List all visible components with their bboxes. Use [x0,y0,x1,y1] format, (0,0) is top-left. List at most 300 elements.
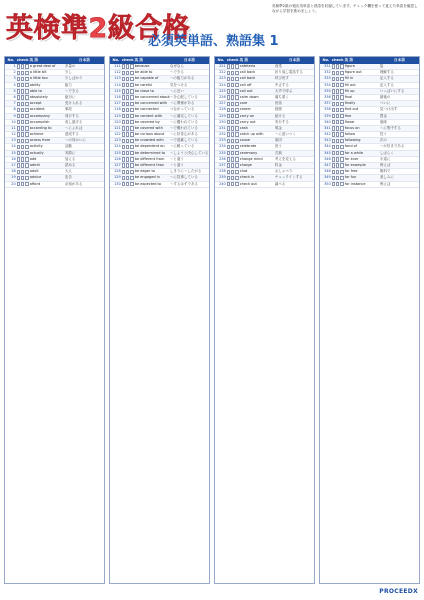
checkbox[interactable] [336,114,339,118]
japanese-meaning: 罰金 [379,113,387,118]
page-title: 英検準2級合格 [6,13,191,44]
english-term: be eager to [134,169,155,174]
checkbox[interactable] [336,182,339,186]
header-japanese: 日本語 [79,58,90,62]
checkbox[interactable] [332,89,335,93]
check-boxes [227,120,239,125]
checkbox[interactable] [21,170,24,174]
checkbox[interactable] [336,102,339,106]
vocab-row [5,182,104,188]
entry-number: 7 [13,101,16,106]
checkbox[interactable] [122,157,125,161]
japanese-meaning: 絶対に [64,94,76,99]
checkbox[interactable] [122,120,125,124]
vocab-row [215,182,314,188]
english-term: following [344,138,361,143]
checkbox[interactable] [227,126,230,130]
checkbox[interactable] [231,77,234,81]
entry-number: 130 [114,181,121,186]
checkbox[interactable] [336,145,339,149]
checkbox[interactable] [122,182,125,186]
checkbox[interactable] [122,108,125,112]
checkbox[interactable] [126,176,129,180]
english-term: be expected to [134,181,162,186]
checkbox[interactable] [17,139,20,143]
japanese-meaning: 姿 [379,64,384,68]
checkbox[interactable] [231,71,234,75]
check-boxes [17,144,29,149]
checkbox[interactable] [336,83,339,87]
japanese-meaning: 〜の向かいに [64,138,86,143]
entry-number: 347 [324,163,331,167]
english-term: be engaged in [134,175,160,180]
checkbox[interactable] [332,126,335,130]
checkbox[interactable] [122,83,125,87]
checkbox[interactable] [336,95,339,99]
entry-number: 11 [11,125,16,130]
checkbox[interactable] [227,89,230,93]
checkbox[interactable] [336,89,339,93]
checkbox[interactable] [336,151,339,155]
japanese-meaning: 記入する [379,76,394,81]
entry-number: 334 [324,82,331,87]
checkbox[interactable] [231,108,234,112]
checkbox[interactable] [126,163,129,167]
checkbox[interactable] [21,120,24,124]
checkbox[interactable] [227,170,230,174]
japanese-meaning: 〜と違う [169,156,184,161]
column-header [215,57,314,64]
japanese-meaning: 〜を心配している [169,94,198,99]
checkbox[interactable] [126,108,129,112]
checkbox[interactable] [17,89,20,93]
japanese-meaning: 事故 [64,107,72,112]
checkbox[interactable] [122,170,125,174]
checkbox[interactable] [231,151,234,155]
checkbox[interactable] [17,176,20,180]
entry-number: 338 [324,107,331,112]
check-boxes [122,107,134,112]
checkbox[interactable] [21,157,24,161]
checkbox[interactable] [21,126,24,130]
check-boxes [17,83,29,88]
entry-number: 128 [114,169,121,174]
english-term: be curious about [134,132,165,137]
checkbox[interactable] [17,95,20,99]
check-boxes [227,151,239,156]
checkbox[interactable] [336,163,339,167]
checkbox[interactable] [122,132,125,136]
check-boxes [332,70,344,75]
checkbox[interactable] [17,71,20,75]
checkbox[interactable] [126,89,129,93]
checkbox[interactable] [231,64,234,68]
checkbox[interactable] [336,64,339,68]
check-boxes [17,132,29,137]
checkbox[interactable] [227,95,230,99]
checkbox[interactable] [332,145,335,149]
checkbox[interactable] [227,120,230,124]
english-term: be connected [134,107,159,112]
header-japanese: 日本語 [394,58,405,62]
checkbox[interactable] [227,163,230,167]
checkbox[interactable] [336,132,339,136]
checkbox[interactable] [17,126,20,130]
english-term: for a while [344,150,364,155]
check-boxes [332,163,344,168]
entry-number: 229 [219,113,226,118]
checkbox[interactable] [231,89,234,93]
checkbox[interactable] [336,176,339,180]
vocab-column-3 [214,56,315,584]
checkbox[interactable] [126,64,129,68]
checkbox[interactable] [17,102,20,106]
checkbox[interactable] [227,108,230,112]
check-boxes [332,89,344,94]
checkbox[interactable] [21,163,24,167]
page-subtitle: 必須英単語、熟語集 1 [148,34,279,49]
entry-number: 129 [114,175,121,180]
english-term: for example [344,163,366,167]
entry-number: 333 [324,76,331,81]
checkbox[interactable] [122,139,125,143]
checkbox[interactable] [126,120,129,124]
checkbox[interactable] [332,139,335,143]
checkbox[interactable] [231,120,234,124]
checkbox[interactable] [21,89,24,93]
checkbox[interactable] [231,102,234,106]
checkbox[interactable] [17,83,20,87]
checkbox[interactable] [122,89,125,93]
checkbox[interactable] [122,151,125,155]
checkbox[interactable] [17,114,20,118]
checkbox[interactable] [17,157,20,161]
checkbox[interactable] [21,145,24,149]
checkbox[interactable] [336,126,339,130]
checkbox[interactable] [21,102,24,106]
check-boxes [227,182,239,187]
checkbox[interactable] [227,151,230,155]
checkbox[interactable] [17,77,20,81]
checkbox[interactable] [231,182,234,186]
entry-number: 343 [324,138,331,143]
check-boxes [332,157,344,162]
checkbox[interactable] [126,139,129,143]
checkbox[interactable] [231,145,234,149]
checkbox[interactable] [122,95,125,99]
checkbox[interactable] [126,114,129,118]
checkbox[interactable] [122,102,125,106]
checkbox[interactable] [122,114,125,118]
check-boxes [332,132,344,137]
checkbox[interactable] [332,64,335,68]
japanese-meaning: 〜に頼っている [169,144,195,149]
checkbox[interactable] [332,77,335,81]
entry-number: 340 [324,119,331,124]
entry-number: 111 [114,64,121,68]
checkbox[interactable] [21,176,24,180]
checkbox[interactable] [126,83,129,87]
checkbox[interactable] [17,163,20,167]
english-term: ability [29,82,41,87]
japanese-meaning: 中止する [274,82,289,87]
vocabulary-columns [4,56,420,586]
japanese-meaning: 活動 [64,144,72,149]
checkbox[interactable] [332,71,335,75]
check-boxes [227,114,239,119]
japanese-meaning: 〜できる [169,70,184,75]
japanese-meaning: 落ち着く [274,94,289,99]
english-term: change mind [239,156,263,161]
checkbox[interactable] [126,182,129,186]
checkbox[interactable] [126,170,129,174]
checkbox[interactable] [231,114,234,118]
checkbox[interactable] [336,120,339,124]
checkbox[interactable] [231,170,234,174]
checkbox[interactable] [17,151,20,155]
check-boxes [122,182,134,187]
checkbox[interactable] [21,139,24,143]
checkbox[interactable] [17,108,20,112]
checkbox[interactable] [227,157,230,161]
english-term: be able to [134,70,153,75]
checkbox[interactable] [122,126,125,130]
checkbox[interactable] [332,83,335,87]
vocab-column-4 [319,56,420,584]
header-check: check [16,58,29,62]
checkbox[interactable] [332,157,335,161]
entry-number: 348 [324,169,331,174]
checkbox[interactable] [122,77,125,81]
check-boxes [122,70,134,75]
entry-number: 227 [219,101,226,106]
checkbox[interactable] [21,95,24,99]
entry-number: 226 [219,94,226,99]
checkbox[interactable] [126,126,129,130]
checkbox[interactable] [231,157,234,161]
entry-number: 15 [11,150,16,155]
checkbox[interactable] [126,151,129,155]
checkbox[interactable] [17,170,20,174]
checkbox[interactable] [231,132,234,136]
english-term: fine [344,113,352,118]
checkbox[interactable] [21,151,24,155]
page-footer [0,588,424,600]
japanese-meaning: 能力 [64,82,72,87]
checkbox[interactable] [126,77,129,81]
checkbox[interactable] [231,126,234,130]
checkbox[interactable] [17,145,20,149]
checkbox[interactable] [231,163,234,167]
checkbox[interactable] [17,120,20,124]
header-english: 英 語 [239,58,248,62]
checkbox[interactable] [126,95,129,99]
check-boxes [122,114,134,119]
checkbox[interactable] [227,176,230,180]
entry-number: 238 [219,169,226,174]
check-boxes [122,138,134,143]
japanese-meaning: 世話 [274,101,282,106]
english-term: call off [239,82,252,87]
english-term: advice [29,175,42,180]
entry-number: 239 [219,175,226,180]
checkbox[interactable] [231,83,234,87]
entry-number: 234 [219,144,226,149]
check-boxes [122,89,134,94]
english-term: ceremony [239,150,258,155]
checkbox[interactable] [227,182,230,186]
checkbox[interactable] [332,132,335,136]
checkbox[interactable] [332,182,335,186]
checkbox[interactable] [126,145,129,149]
checkbox[interactable] [332,163,335,167]
checkbox[interactable] [227,77,230,81]
checkbox[interactable] [227,114,230,118]
entry-number: 14 [11,144,16,149]
checkbox[interactable] [332,108,335,112]
entry-number: 225 [219,88,226,93]
checkbox[interactable] [126,102,129,106]
checkbox[interactable] [21,108,24,112]
japanese-meaning: しばらく [379,150,394,155]
check-boxes [17,120,29,125]
english-term: call out [239,88,253,93]
checkbox[interactable] [122,176,125,180]
english-term: activity [29,144,43,149]
column-header [110,57,209,64]
check-boxes [227,83,239,88]
checkbox[interactable] [332,176,335,180]
english-term: accomplish [29,119,50,124]
checkbox[interactable] [336,139,339,143]
checkbox[interactable] [227,139,230,143]
japanese-meaning: 実行する [274,119,289,124]
check-boxes [227,101,239,106]
japanese-meaning: 加える [64,156,76,161]
english-term: admit [29,163,40,167]
checkbox[interactable] [231,176,234,180]
japanese-meaning: 無料で [379,169,391,174]
checkbox[interactable] [332,151,335,155]
english-term: actually [29,150,44,155]
checkbox[interactable] [336,157,339,161]
japanese-meaning: 達成する [64,132,79,137]
checkbox[interactable] [21,71,24,75]
entry-number: 112 [114,70,121,75]
checkbox[interactable] [21,132,24,136]
japanese-meaning: 食堂 [274,64,282,68]
checkbox[interactable] [336,77,339,81]
check-boxes [122,151,134,156]
check-boxes [122,144,134,149]
english-term: add [29,156,37,161]
checkbox[interactable] [122,163,125,167]
checkbox[interactable] [227,102,230,106]
checkbox[interactable] [122,64,125,68]
japanese-meaning: 折り返し電話する [274,70,303,75]
entry-number: 240 [219,181,226,186]
vocab-row [110,182,209,188]
entry-number: 9 [13,113,16,118]
english-term: accident [29,107,45,112]
english-term: be covered by [134,119,160,124]
checkbox[interactable] [126,157,129,161]
japanese-meaning: 〜と違う [169,163,184,167]
entry-number: 114 [114,82,121,87]
english-term: figure out [344,70,362,75]
entry-number: 122 [114,132,121,137]
japanese-meaning: 祝う [274,144,282,149]
checkbox[interactable] [332,170,335,174]
english-term: for instance [344,181,366,186]
checkbox[interactable] [227,71,230,75]
checkbox[interactable] [126,71,129,75]
japanese-meaning: 考えを変える [274,156,296,161]
checkbox[interactable] [21,77,24,81]
header-english: 英 語 [134,58,143,62]
check-boxes [332,120,344,125]
checkbox[interactable] [332,114,335,118]
checkbox[interactable] [126,132,129,136]
checkbox[interactable] [336,170,339,174]
japanese-meaning: 記入する [379,82,394,87]
check-boxes [227,157,239,162]
japanese-meaning: 〜に集中する [379,125,401,130]
japanese-meaning: ついに [379,101,391,106]
check-boxes [17,169,29,174]
checkbox[interactable] [227,83,230,87]
checkbox[interactable] [17,64,20,68]
entry-number: 224 [219,82,226,87]
checkbox[interactable] [17,182,20,186]
japanese-meaning: 〜で覆われている [169,125,198,130]
header-number: No. [322,58,330,62]
checkbox[interactable] [21,64,24,68]
checkbox[interactable] [332,95,335,99]
english-term: be crowded with [134,138,164,143]
english-term: finally [344,101,356,106]
checkbox[interactable] [332,102,335,106]
entry-number: 5 [13,88,16,93]
entry-number: 115 [114,88,121,93]
checkbox[interactable] [227,145,230,149]
checkbox[interactable] [21,114,24,118]
english-term: accept [29,101,42,106]
checkbox[interactable] [227,64,230,68]
checkbox[interactable] [21,83,24,87]
checkbox[interactable] [122,71,125,75]
checkbox[interactable] [21,182,24,186]
checkbox[interactable] [336,108,339,112]
english-term: fill out [344,82,356,87]
checkbox[interactable] [227,132,230,136]
english-term: catch up with [239,132,264,137]
entry-number: 4 [13,82,16,87]
checkbox[interactable] [336,71,339,75]
checkbox[interactable] [231,95,234,99]
header-japanese: 日本語 [289,58,300,62]
check-boxes [332,144,344,149]
checkbox[interactable] [332,120,335,124]
header-english: 英 語 [29,58,38,62]
checkbox[interactable] [231,139,234,143]
checkbox[interactable] [17,132,20,136]
check-boxes [17,151,29,156]
japanese-meaning: 原因 [274,138,282,143]
entry-number: 3 [13,76,16,81]
checkbox[interactable] [122,145,125,149]
entry-number: 233 [219,138,226,143]
